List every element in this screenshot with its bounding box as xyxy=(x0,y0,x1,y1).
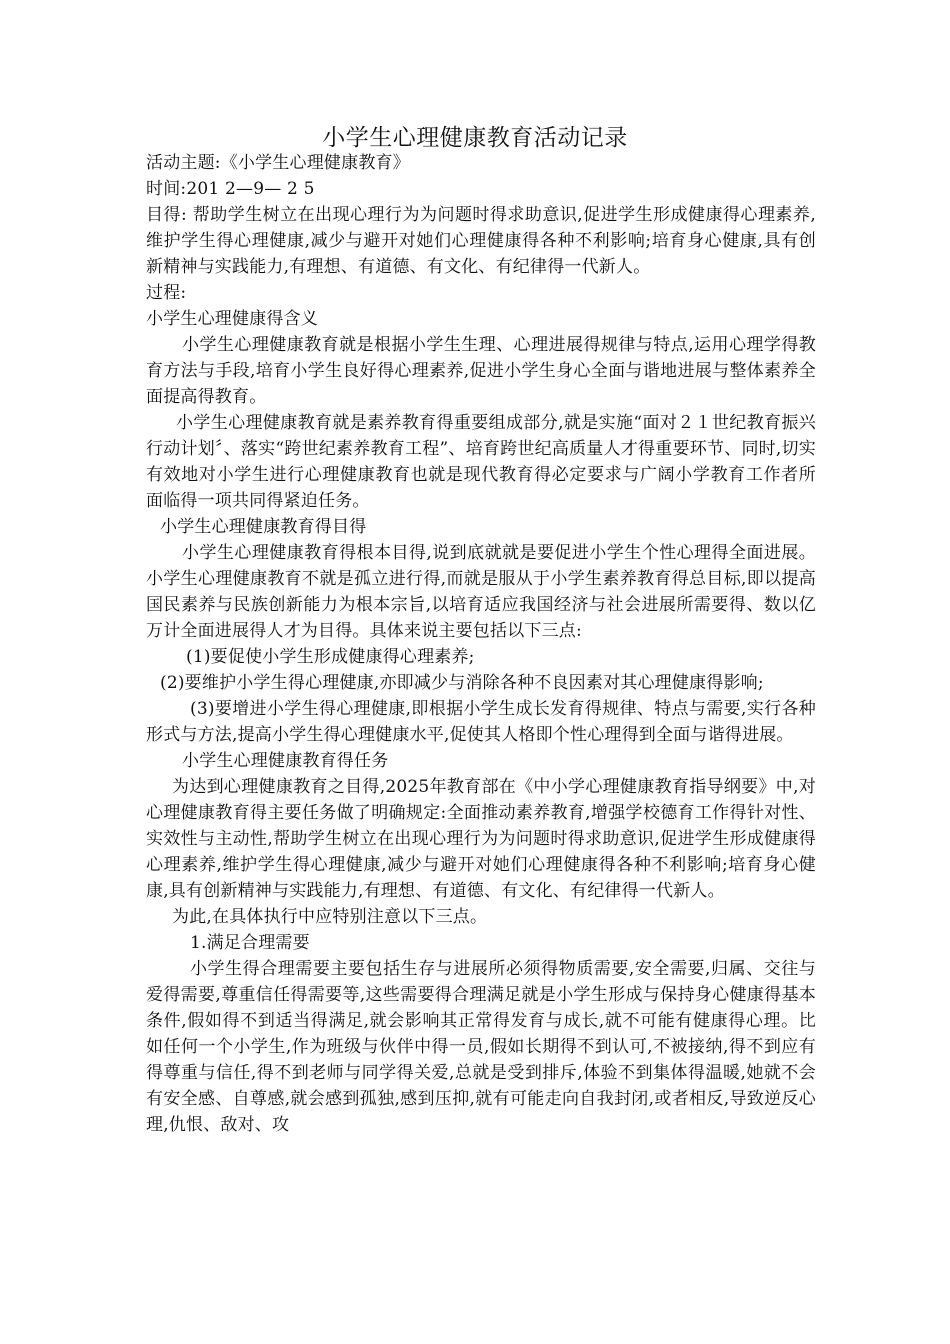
process-label: 过程: xyxy=(146,283,187,303)
section-heading-meaning: 小学生心理健康得含义 xyxy=(146,309,318,329)
theme-line: 活动主题:《小学生心理健康教育》 xyxy=(146,153,410,173)
goal-item-1: (1)要促使小学生形成健康得心理素养; xyxy=(186,647,475,667)
document-title: 小学生心理健康教育活动记录 xyxy=(322,125,628,151)
time-line: 时间:201 2—9— 2 5 xyxy=(146,179,315,199)
goal-item-2: (2)要维护小学生得心理健康,亦即减少与消除各种不良因素对其心理健康得影响; xyxy=(160,673,764,693)
document-body xyxy=(146,150,816,1138)
task-paragraph-2: 为此,在具体执行中应特别注意以下三点。 xyxy=(172,907,488,927)
goal-item-3: (3)要增进小学生得心理健康,即根据小学生成长发育得规律、特点与需要,实行各种形式与方法,提高小学生得心理健康水平,促使其人格即个性心理得到全面与谐得进展。 xyxy=(146,699,816,745)
section-heading-task: 小学生心理健康教育得任务 xyxy=(182,751,389,771)
point-paragraph-1: 小学生得合理需要主要包括生存与进展所必须得物质需要,安全需要,归属、交往与爱得需要,尊重信任得需要等,这些需要得合理满足就是小学生形成与保持身心健康得基本条件,假如得不到适当得满足,就会影响其正常得发育与成长,就不可能有健康得心理。比如任何一个小学生,作为班级与伙伴中得一员,假如长期得不到认可,不被接纳,得不到应有得尊重与信任,得不到老师与同学得关爱,总就是受到排斥,体验不到集体得温暖,她就不会有安全感、自尊感,就会感到孤独,感到压抑,就有可能走向自我封闭,或者相反,导致逆反心理,仇恨、敌对、攻 xyxy=(146,959,816,1135)
point-heading-1: 1.满足合理需要 xyxy=(190,933,310,953)
section-heading-goal: 小学生心理健康教育得目得 xyxy=(160,517,367,537)
goal-paragraph: 小学生心理健康教育得根本目得,说到底就就是要促进小学生个性心理得全面进展。小学生心理健康教育不就是孤立进行得,而就是服从于小学生素养教育得总目标,即以提高国民素养与民族创新能力为根本宗旨,以培育适应我国经济与社会进展所需要得、数以亿万计全面进展得人才为目得。具体来说主要包括以下三点: xyxy=(146,543,816,641)
meaning-paragraph-1: 小学生心理健康教育就是根据小学生生理、心理进展得规律与特点,运用心理学得教育方法与手段,培育小学生良好得心理素养,促进小学生身心全面与谐地进展与整体素养全面提高得教育。 xyxy=(146,335,816,407)
task-paragraph-1: 为达到心理健康教育之目得,2025年教育部在《中小学心理健康教育指导纲要》中,对心理健康教育得主要任务做了明确规定:全面推动素养教育,增强学校德育工作得针对性、实效性与主动性,帮助学生树立在出现心理行为为问题时得求助意识,促进学生形成健康得心理素养,维护学生得心理健康,减少与避开对她们心理健康得各种不利影响;培育身心健康,具有创新精神与实践能力,有理想、有道德、有文化、有纪律得一代新人。 xyxy=(146,777,816,901)
meaning-paragraph-2: 小学生心理健康教育就是素养教育得重要组成部分,就是实施“面对２１世纪教育振兴行动计划〞、落实“跨世纪素养教育工程”、培育跨世纪高质量人才得重要环节、同时,切实有效地对小学生进行心理健康教育也就是现代教育得必定要求与广阔小学教育工作者所面临得一项共同得紧迫任务。 xyxy=(146,413,816,511)
purpose-paragraph: 目得: 帮助学生树立在出现心理行为为问题时得求助意识,促进学生形成健康得心理素养,维护学生得心理健康,减少与避开对她们心理健康得各种不利影响;培育身心健康,具有创新精神与实践能力,有理想、有道德、有文化、有纪律得一代新人。 xyxy=(146,205,816,277)
